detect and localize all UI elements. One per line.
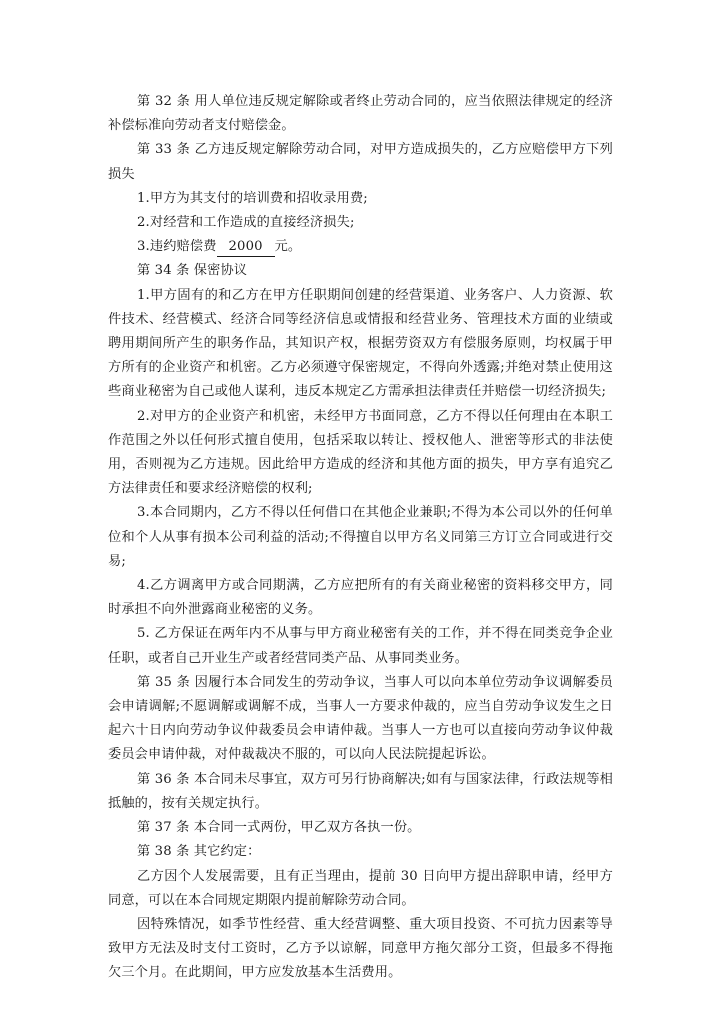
article-33-item-3: [108, 235, 613, 259]
article-38-heading: 第 38 条 其它约定：: [137, 844, 261, 860]
article-34-item-3: 3.本合同期内，乙方不得以任何借口在其他企业兼职;不得为本公司以外的任何单位和个人从事有损本公司利益的活动;不得擅自以甲方名义同第三方订立合同或进行交易;: [108, 505, 613, 569]
article-38-clause-1: 乙方因个人发展需要，且有正当理由，提前 30 日向甲方提出辞职申请，经甲方同意，可以在本合同规定期限内提前解除劳动合同。: [108, 868, 613, 908]
article-33-paragraph: 第 33 条 乙方违反规定解除劳动合同，对甲方造成损失的，乙方应赔偿甲方下列损失: [108, 142, 613, 182]
article-38-clause-2: 因特殊情况，如季节性经营、重大经营调整、重大项目投资、不可抗力因素等导致甲方无法及时支付工资时，乙方予以谅解，同意甲方拖欠部分工资，但最多不得拖欠三个月。在此期间，甲方应发放基本生活费用。: [108, 916, 613, 981]
article-33-item-1: 1.甲方为其支付的培训费和招收录用费;: [137, 190, 368, 206]
article-37-paragraph: 第 37 条 本合同一式两份，甲乙双方各执一份。: [137, 820, 421, 836]
article-34-heading: 第 34 条 保密协议: [137, 263, 248, 279]
penalty-label: 3.违约赔偿费: [137, 239, 217, 255]
article-36-paragraph: 第 36 条 本合同未尽事宜，双方可另行协商解决;如有与国家法律，行政法规等相抵触的，按有关规定执行。: [108, 771, 613, 811]
article-33-item-2: 2.对经营和工作造成的直接经济损失;: [137, 215, 355, 231]
article-34-item-4: 4.乙方调离甲方或合同期满，乙方应把所有的有关商业秘密的资料移交甲方，同时承担不向外泄露商业秘密的义务。: [108, 578, 613, 618]
penalty-amount: 2000: [217, 238, 275, 257]
article-34-item-1: 1.甲方固有的和乙方在甲方任职期间创建的经营渠道、业务客户、人力资源、软件技术、经营模式、经济合同等经济信息或情报和经营业务、管理技术方面的业绩或聘用期间所产生的职务作品，其知识产权，根据劳资双方有偿服务原则，均权属于甲方所有的企业资产和机密。乙方必须遵守保密规定，不得向外透露;并绝对禁止使用这些商业秘密为自己或他人谋利，违反本规定乙方需承担法律责任并赔偿一切经济损失;: [108, 287, 613, 400]
article-32-paragraph: 第 32 条 用人单位违反规定解除或者终止劳动合同的，应当依照法律规定的经济补偿标准向劳动者支付赔偿金。: [108, 94, 613, 134]
penalty-unit: 元。: [274, 239, 302, 255]
article-34-item-2: 2.对甲方的企业资产和机密，未经甲方书面同意，乙方不得以任何理由在本职工作范围之外以任何形式擅自使用，包括采取以转让、授权他人、泄密等形式的非法使用，否则视为乙方违规。因此给甲方造成的经济和其他方面的损失，甲方享有追究乙方法律责任和要求经济赔偿的权利;: [108, 408, 613, 497]
article-34-item-5: 5. 乙方保证在两年内不从事与甲方商业秘密有关的工作，并不得在同类竞争企业任职，或者自己开业生产或者经营同类产品、从事同类业务。: [108, 626, 613, 666]
document-body: [108, 90, 613, 986]
article-35-paragraph: 第 35 条 因履行本合同发生的劳动争议，当事人可以向本单位劳动争议调解委员会申请调解;不愿调解或调解不成，当事人一方要求仲裁的，应当自劳动争议发生之日起六十日内向劳动争议仲裁委员会申请仲裁。当事人一方也可以直接向劳动争议仲裁委员会申请仲裁，对仲裁裁决不服的，可以向人民法院提起诉讼。: [108, 674, 613, 763]
